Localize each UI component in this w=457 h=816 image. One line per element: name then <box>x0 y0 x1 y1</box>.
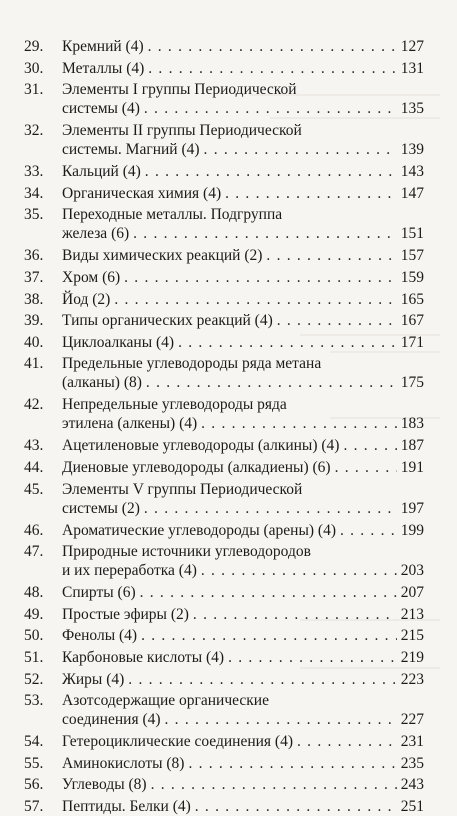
dot-leader <box>148 37 397 56</box>
entry-title-text: Жиры (4) <box>62 670 125 688</box>
dot-leader <box>201 561 397 580</box>
page-number: 207 <box>400 584 424 602</box>
entry-title-text: Элементы V группы Периодической <box>62 480 303 498</box>
entry-line <box>62 246 424 265</box>
entry-number: 52. <box>24 670 44 688</box>
entry-body <box>62 184 424 203</box>
entry-title-text: Циклоалканы (4) <box>62 333 175 351</box>
entry-line <box>62 414 424 433</box>
entry-line <box>62 268 424 287</box>
entry-line <box>62 311 424 330</box>
page-number: 215 <box>400 627 424 645</box>
entry-line <box>62 648 424 667</box>
dot-leader <box>228 648 397 667</box>
entry-line <box>62 583 424 602</box>
entry-title-text: этилена (алкены) (4) <box>62 415 198 433</box>
page-number: 213 <box>400 605 424 623</box>
entry-title-text: Фенолы (4) <box>62 627 138 645</box>
page-number: 165 <box>400 290 424 308</box>
entry-line <box>62 626 424 645</box>
entry-line <box>62 542 424 561</box>
entry-body <box>62 754 424 773</box>
entry-body <box>62 311 424 330</box>
dot-leader <box>204 140 397 159</box>
entry-title-text: Ацетиленовые углеводороды (алкины) (4) <box>62 437 340 455</box>
entry-number: 48. <box>24 584 44 602</box>
entry-line <box>62 99 424 118</box>
dot-leader <box>140 583 397 602</box>
dot-leader <box>225 184 397 203</box>
entry-title-text: Кремний (4) <box>62 38 144 55</box>
entry-title-text: Йод (2) <box>62 290 111 308</box>
entry-number: 39. <box>24 312 44 330</box>
page-number: 151 <box>400 225 424 243</box>
entry-title-text: Типы органических реакций (4) <box>62 312 273 330</box>
page-number: 231 <box>400 733 424 751</box>
entry-title-text: Органическая химия (4) <box>62 184 222 202</box>
entry-title-text: Виды химических реакций (2) <box>62 247 263 265</box>
entry-title-text: железа (6) <box>62 225 130 243</box>
entry-body <box>62 205 424 243</box>
entry-number: 37. <box>24 269 44 286</box>
page-number: 171 <box>400 333 424 351</box>
entry-body <box>62 458 424 477</box>
entry-body <box>62 583 424 602</box>
page-number: 199 <box>400 521 424 539</box>
entry-line <box>62 521 424 540</box>
entry-line <box>62 561 424 580</box>
page-number: 203 <box>400 562 424 580</box>
entry-title-text: Природные источники углеводородов <box>62 543 311 561</box>
entry-line <box>62 499 424 518</box>
entry-line <box>62 162 424 181</box>
page-number: 227 <box>400 711 424 729</box>
entry-number: 38. <box>24 290 44 308</box>
dot-leader <box>124 268 397 287</box>
dot-leader <box>201 414 397 433</box>
entry-line <box>62 224 424 243</box>
dot-leader <box>188 754 397 773</box>
dot-leader <box>277 311 397 330</box>
entry-number: 47. <box>24 543 44 561</box>
entry-line <box>62 670 424 689</box>
page-number: 139 <box>400 141 424 159</box>
entry-number: 50. <box>24 627 44 645</box>
entry-body <box>62 436 424 455</box>
entry-title-text: Непредельные углеводороды ряда <box>62 396 287 414</box>
entry-body <box>62 162 424 181</box>
page-number: 147 <box>400 184 424 202</box>
entry-line <box>62 395 424 414</box>
dot-leader <box>144 499 397 518</box>
entry-body <box>62 395 424 433</box>
entry-line <box>62 37 424 56</box>
entry-number: 57. <box>24 798 44 815</box>
entry-line <box>62 605 424 624</box>
dot-leader <box>193 605 397 624</box>
entry-number: 56. <box>24 776 44 794</box>
dot-leader <box>151 775 397 794</box>
entry-title-text: Элементы II группы Периодической <box>62 122 302 140</box>
entry-body <box>62 354 424 392</box>
page-number: 243 <box>400 776 424 794</box>
dot-leader <box>133 224 397 243</box>
entry-line <box>62 797 424 816</box>
entry-number: 40. <box>24 333 44 351</box>
entry-line <box>62 290 424 309</box>
dot-leader <box>114 290 397 309</box>
entry-title-text: Металлы (4) <box>62 59 145 77</box>
entry-line <box>62 373 424 392</box>
entry-body <box>62 37 424 56</box>
entry-title-text: Элементы I группы Периодической <box>62 81 297 99</box>
entry-body <box>62 59 424 78</box>
page-number: 219 <box>400 649 424 666</box>
dot-leader <box>128 670 397 689</box>
entry-number: 41. <box>24 355 44 373</box>
entry-line <box>62 436 424 455</box>
entry-body <box>62 732 424 751</box>
entry-line <box>62 80 424 99</box>
entry-line <box>62 184 424 203</box>
entry-number: 36. <box>24 247 44 265</box>
entry-title-text: соединения (4) <box>62 711 161 729</box>
entry-body <box>62 480 424 518</box>
entry-title-text: Спирты (6) <box>62 584 136 602</box>
entry-number: 29. <box>24 38 44 55</box>
entry-title-text: Углеводы (8) <box>62 776 147 794</box>
dot-leader <box>178 333 397 352</box>
dot-leader <box>144 99 397 118</box>
entry-number: 32. <box>24 122 44 140</box>
entry-number: 51. <box>24 649 44 666</box>
dot-leader <box>195 797 397 816</box>
entry-line <box>62 691 424 710</box>
entry-body <box>62 80 424 118</box>
page-number: 235 <box>400 754 424 772</box>
entry-body <box>62 290 424 309</box>
page-number: 157 <box>400 247 424 265</box>
entry-body <box>62 691 424 729</box>
page-number: 183 <box>400 415 424 433</box>
entry-title-text: и их переработка (4) <box>62 562 197 580</box>
entry-number: 53. <box>24 692 44 710</box>
entry-title-text: (алканы) (8) <box>62 374 142 392</box>
dot-leader <box>340 521 397 540</box>
dot-leader <box>165 710 397 729</box>
dot-leader <box>145 162 397 181</box>
page-number: 223 <box>400 670 424 688</box>
page-number: 127 <box>400 38 424 55</box>
entry-number: 31. <box>24 81 44 99</box>
entry-number: 42. <box>24 396 44 414</box>
entry-body <box>62 648 424 667</box>
dot-leader <box>148 59 397 78</box>
entry-number: 43. <box>24 437 44 455</box>
entry-body <box>62 121 424 159</box>
entry-body <box>62 521 424 540</box>
page-number: 191 <box>400 459 424 476</box>
entry-body <box>62 605 424 624</box>
entry-line <box>62 754 424 773</box>
dot-leader <box>297 732 397 751</box>
entry-line <box>62 354 424 373</box>
page-number: 167 <box>400 312 424 330</box>
entry-title-text: Пептиды. Белки (4) <box>62 798 191 815</box>
entry-title-text: Азотсодержащие органические <box>62 692 269 710</box>
entry-title-text: Гетероциклические соединения (4) <box>62 733 294 751</box>
dot-leader <box>146 373 397 392</box>
page-number: 175 <box>400 374 424 392</box>
entry-body <box>62 775 424 794</box>
entry-line <box>62 121 424 140</box>
page-number: 131 <box>400 59 424 77</box>
page-number: 159 <box>400 269 424 286</box>
entry-title-text: Диеновые углеводороды (алкадиены) (6) <box>62 459 331 476</box>
entry-body <box>62 333 424 352</box>
entry-line <box>62 710 424 729</box>
dot-leader <box>343 436 397 455</box>
entry-number: 30. <box>24 59 44 77</box>
entry-title-text: Карбоновые кислоты (4) <box>62 649 225 666</box>
dot-leader <box>266 246 397 265</box>
entry-body <box>62 626 424 645</box>
entry-title-text: Ароматические углеводороды (арены) (4) <box>62 521 336 539</box>
entry-number: 44. <box>24 459 44 476</box>
entry-body <box>62 670 424 689</box>
entry-number: 55. <box>24 754 44 772</box>
entry-body <box>62 268 424 287</box>
page-number: 187 <box>400 437 424 455</box>
entry-number: 46. <box>24 521 44 539</box>
page-number: 135 <box>400 100 424 118</box>
page-number: 251 <box>400 798 424 815</box>
entry-title-text: Предельные углеводороды ряда метана <box>62 355 322 373</box>
entry-body <box>62 797 424 816</box>
entry-number: 33. <box>24 163 44 181</box>
entry-line <box>62 480 424 499</box>
entry-line <box>62 205 424 224</box>
entry-number: 34. <box>24 184 44 202</box>
entry-title-text: Аминокислоты (8) <box>62 754 185 772</box>
dot-leader <box>141 626 397 645</box>
entry-line <box>62 458 424 477</box>
entry-title-text: Простые эфиры (2) <box>62 605 189 623</box>
page-number: 143 <box>400 163 424 181</box>
entry-title-text: Переходные металлы. Подгруппа <box>62 206 283 224</box>
entry-title-text: Кальций (4) <box>62 163 141 181</box>
entry-title-text: системы (4) <box>62 100 140 118</box>
entry-line <box>62 732 424 751</box>
entry-title-text: системы (2) <box>62 499 140 517</box>
entry-number: 45. <box>24 480 44 498</box>
dot-leader <box>335 458 397 477</box>
entry-number: 35. <box>24 206 44 224</box>
entry-body <box>62 246 424 265</box>
entry-line <box>62 775 424 794</box>
entry-number: 54. <box>24 733 44 751</box>
entry-line <box>62 59 424 78</box>
entry-number: 49. <box>24 605 44 623</box>
entry-title-text: Хром (6) <box>62 269 121 286</box>
entry-title-text: системы. Магний (4) <box>62 141 200 159</box>
page-number: 197 <box>400 499 424 517</box>
entry-line <box>62 333 424 352</box>
entry-line <box>62 140 424 159</box>
entry-body <box>62 542 424 580</box>
